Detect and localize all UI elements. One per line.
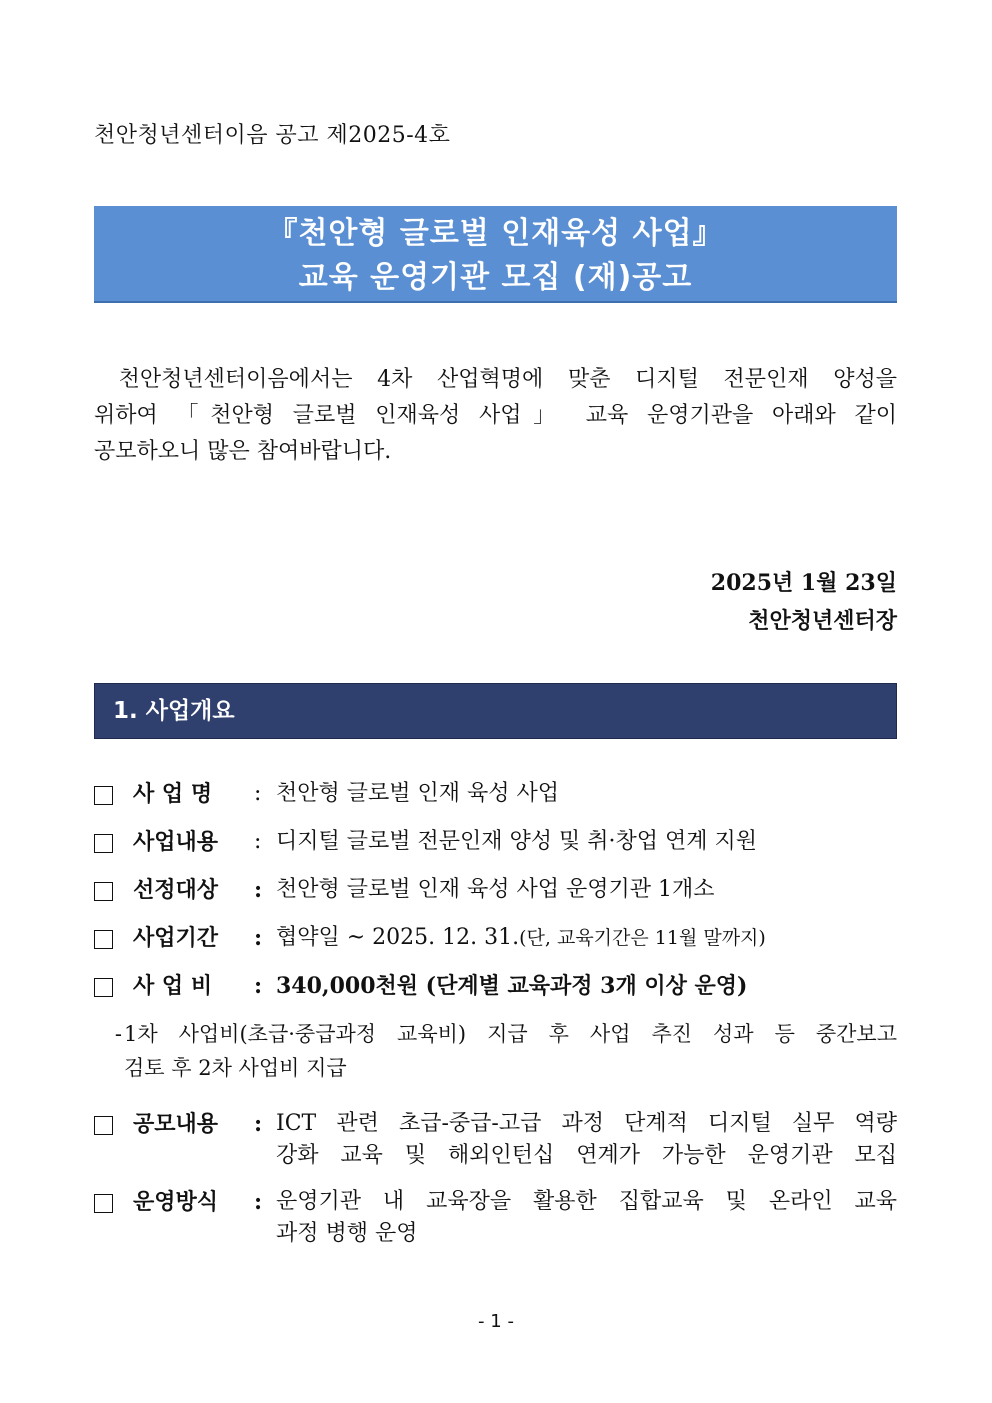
item-colon: :	[254, 1111, 263, 1137]
item-colon: :	[254, 829, 262, 854]
overview-item-target	[94, 874, 897, 906]
checkbox-icon	[94, 978, 113, 997]
checkbox-icon	[94, 1116, 113, 1135]
section-heading: 1. 사업개요	[94, 683, 897, 739]
announcement-date: 2025년 1월 23일	[710, 570, 897, 596]
item-colon: :	[254, 877, 263, 903]
item-value	[276, 922, 897, 954]
item-colon: :	[254, 1189, 263, 1215]
checkbox-icon	[94, 786, 113, 805]
title-line-1: 『천안형 글로벌 인재육성 사업』	[267, 216, 724, 251]
checkbox-icon	[94, 1194, 113, 1213]
value-line-1: ICT 관련 초급-중급-고급 과정 단계적 디지털 실무 역량	[276, 1111, 897, 1136]
item-colon: :	[254, 973, 263, 999]
notice-number: 천안청년센터이음 공고 제2025-4호	[94, 123, 451, 148]
intro-line-2: 위하여 「천안형 글로벌 인재육성 사업」 교육 운영기관을 아래와 같이	[94, 403, 897, 428]
note-line-1: 1차 사업비(초급·중급과정 교육비) 지급 후 사업 추진 성과 등 중간보고	[124, 1022, 897, 1046]
overview-item-budget	[94, 970, 897, 1002]
issuer-name: 천안청년센터장	[748, 608, 897, 634]
intro-line-3: 공모하오니 많은 참여바랍니다.	[94, 439, 392, 464]
checkbox-icon	[94, 930, 113, 949]
item-label: 사업내용	[133, 829, 219, 855]
value-line-2: 강화 교육 및 해외인턴십 연계가 가능한 운영기관 모집	[276, 1143, 897, 1168]
note-dash: -	[114, 1022, 122, 1046]
value-line-1: 운영기관 내 교육장을 활용한 집합교육 및 온라인 교육	[276, 1189, 897, 1214]
note-line-2: 검토 후 2차 사업비 지급	[124, 1056, 347, 1080]
overview-item-content	[94, 826, 897, 858]
item-label: 사 업 비	[133, 973, 213, 999]
checkbox-icon	[94, 882, 113, 901]
period-text: 협약일 ~ 2025. 12. 31.	[276, 925, 520, 950]
item-value: 디지털 글로벌 전문인재 양성 및 취·창업 연계 지원	[276, 829, 757, 854]
item-label: 사 업 명	[133, 781, 213, 807]
overview-item-operation	[94, 1186, 897, 1250]
overview-item-call-content	[94, 1108, 897, 1172]
intro-paragraph	[94, 362, 897, 470]
overview-item-name	[94, 778, 897, 810]
value-line-2: 과정 병행 운영	[276, 1221, 418, 1246]
title-line-2: 교육 운영기관 모집 (재)공고	[298, 260, 693, 295]
overview-item-period	[94, 922, 897, 954]
title-banner	[94, 206, 897, 303]
item-value	[276, 1108, 897, 1172]
budget-note	[94, 1017, 897, 1085]
item-label: 운영방식	[133, 1189, 219, 1215]
checkbox-icon	[94, 834, 113, 853]
item-label: 선정대상	[133, 877, 219, 903]
page-number: - 1 -	[478, 1311, 514, 1332]
item-value: 340,000천원 (단계별 교육과정 3개 이상 운영)	[276, 973, 748, 999]
item-label: 사업기간	[133, 925, 219, 951]
period-note: (단, 교육기간은 11월 말까지)	[519, 927, 766, 949]
item-colon: :	[254, 925, 263, 951]
item-value	[276, 1186, 897, 1250]
item-value: 천안형 글로벌 인재 육성 사업 운영기관 1개소	[276, 877, 715, 902]
item-colon: :	[254, 781, 262, 806]
item-value: 천안형 글로벌 인재 육성 사업	[276, 781, 559, 806]
intro-line-1: 천안청년센터이음에서는 4차 산업혁명에 맞춘 디지털 전문인재 양성을	[94, 367, 897, 392]
item-label: 공모내용	[133, 1111, 219, 1137]
